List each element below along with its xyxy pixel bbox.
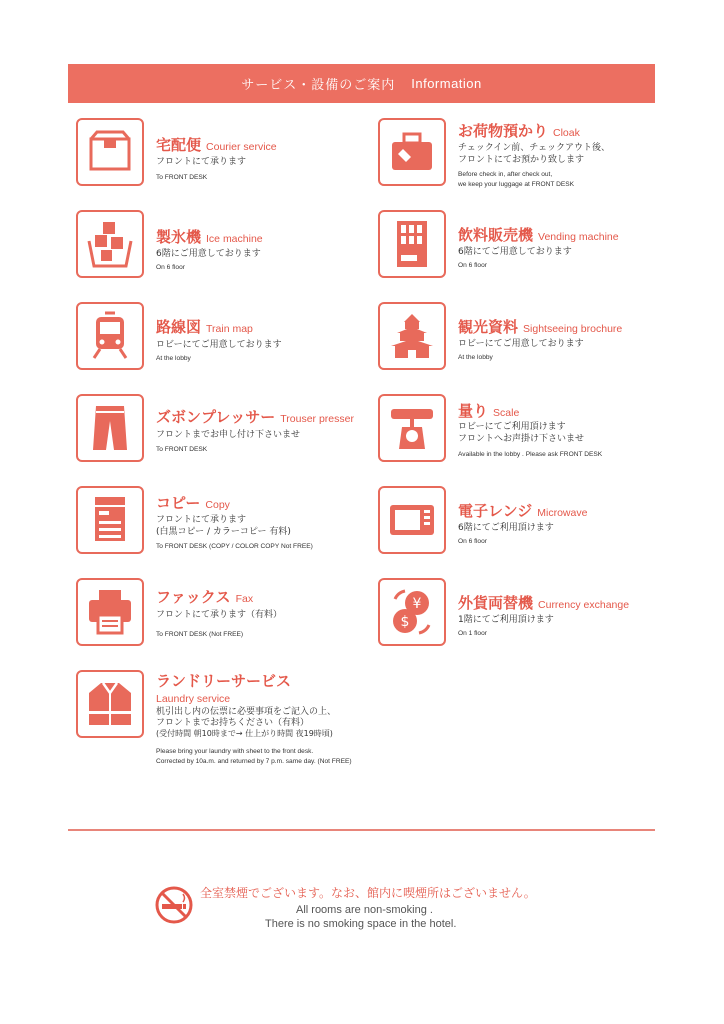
footer-notice-en-1: All rooms are non-smoking .	[296, 904, 433, 916]
microwave-icon	[378, 486, 446, 554]
item-desc: フロントまでお申し付け下さいませ	[156, 430, 301, 440]
svg-text:¥: ¥	[412, 596, 422, 612]
item-title-en: Laundry service	[156, 693, 231, 705]
item-title-ja: ファックス	[156, 588, 231, 606]
page-header	[68, 64, 655, 103]
item-note: Available in the lobby . Please ask FRONT DESK	[458, 451, 603, 458]
item-title-en: Courier service	[206, 141, 277, 153]
item-desc: ロビーにてご利用頂けます	[458, 422, 566, 432]
item-note: To FRONT DESK (Not FREE)	[156, 631, 244, 638]
item-title-ja: ランドリーサービス	[156, 672, 292, 690]
item-note: On 6 floor	[156, 264, 185, 271]
item-title-en: Scale	[493, 407, 520, 419]
item-title-en: Fax	[235, 593, 254, 605]
item-desc: フロントにて承ります	[156, 157, 247, 167]
item-desc: フロントにて承ります	[156, 515, 247, 525]
item-note: Please bring your laundry with sheet to the front desk.	[156, 748, 314, 755]
train-icon	[76, 302, 144, 370]
currency-exchange-icon	[378, 578, 446, 646]
item-desc: (受付時間 朝10時まで→ 仕上がり時間 夜19時頃)	[156, 729, 333, 738]
footer-notice-en-2: There is no smoking space in the hotel.	[265, 918, 457, 930]
item-note: Corrected by 10a.m. and returned by 7 p.m. same day. (Not FREE)	[156, 758, 352, 765]
item-title-en: Trouser presser	[280, 413, 354, 425]
item-desc: 机引出し内の伝票に必要事項をご記入の上、	[156, 707, 337, 717]
item-note: At the lobby	[458, 354, 493, 361]
item-title-ja: 外貨両替機	[458, 594, 534, 612]
divider	[68, 829, 655, 831]
item-note: To FRONT DESK	[156, 446, 208, 453]
item-title-ja: 量り	[458, 402, 489, 420]
suitcase-icon	[378, 118, 446, 186]
item-title-ja: 電子レンジ	[458, 502, 533, 520]
item-title-ja: 観光資料	[458, 318, 519, 336]
item-note: we keep your luggage at FRONT DESK	[458, 181, 575, 188]
svg-text:$: $	[400, 614, 410, 630]
item-title-ja: 飲料販売機	[458, 226, 534, 244]
item-title-en: Copy	[205, 499, 230, 511]
item-desc: フロントへお声掛け下さいませ	[458, 434, 585, 444]
item-desc: フロントにて承ります（有料）	[156, 610, 283, 620]
item-note: On 6 floor	[458, 262, 487, 269]
item-title-ja: お荷物預かり	[458, 122, 549, 140]
item-title-ja: 路線図	[156, 318, 202, 336]
no-smoking-icon	[154, 885, 194, 925]
item-desc: チェックイン前、チェックアウト後、	[458, 143, 611, 153]
footer-notice-ja: 全室禁煙でございます。なお、館内に喫煙所はございません。	[200, 886, 536, 900]
header-title-ja: サービス・設備のご案内	[241, 78, 396, 93]
fax-icon	[76, 578, 144, 646]
item-desc: 1階にてご利用頂けます	[458, 615, 554, 625]
item-title-en: Cloak	[553, 127, 580, 139]
item-note: To FRONT DESK	[156, 174, 208, 181]
scale-icon	[378, 394, 446, 462]
trousers-icon	[76, 394, 144, 462]
item-title-ja: ズボンプレッサー	[156, 408, 276, 426]
item-desc: ロビーにてご用意しております	[156, 340, 282, 350]
item-title-ja: 宅配便	[156, 136, 202, 154]
item-note: To FRONT DESK (COPY / COLOR COPY Not FREE)	[156, 543, 313, 550]
item-title-en: Currency exchange	[538, 599, 630, 611]
item-desc: フロントにてお預かり致します	[458, 155, 585, 165]
vending-machine-icon	[378, 210, 446, 278]
item-note: At the lobby	[156, 355, 191, 362]
box-icon	[76, 118, 144, 186]
item-desc: フロントまでお持ちください（有料）	[156, 718, 310, 728]
item-title-en: Train map	[206, 323, 253, 335]
item-desc: ロビーにてご用意しております	[458, 339, 584, 349]
item-title-en: Sightseeing brochure	[523, 323, 623, 335]
item-note: On 6 floor	[458, 538, 487, 545]
item-title-ja: コピー	[156, 494, 201, 512]
item-title-ja: 製氷機	[156, 228, 202, 246]
item-title-en: Ice machine	[206, 233, 263, 245]
ice-bucket-icon	[76, 210, 144, 278]
item-desc: (白黒コピー / カラーコピー 有料)	[156, 527, 291, 537]
item-desc: 6階にてご利用頂けます	[458, 523, 554, 533]
item-title-en: Microwave	[537, 507, 588, 519]
castle-icon	[378, 302, 446, 370]
item-note: Before check in, after check out,	[458, 171, 553, 178]
item-note: On 1 floor	[458, 630, 487, 637]
shirt-icon	[76, 670, 144, 738]
copier-icon	[76, 486, 144, 554]
header-title-en: Information	[411, 76, 482, 91]
item-title-en: Vending machine	[538, 231, 619, 243]
item-desc: 6階にご用意しております	[156, 249, 261, 259]
item-desc: 6階にてご用意しております	[458, 247, 572, 257]
